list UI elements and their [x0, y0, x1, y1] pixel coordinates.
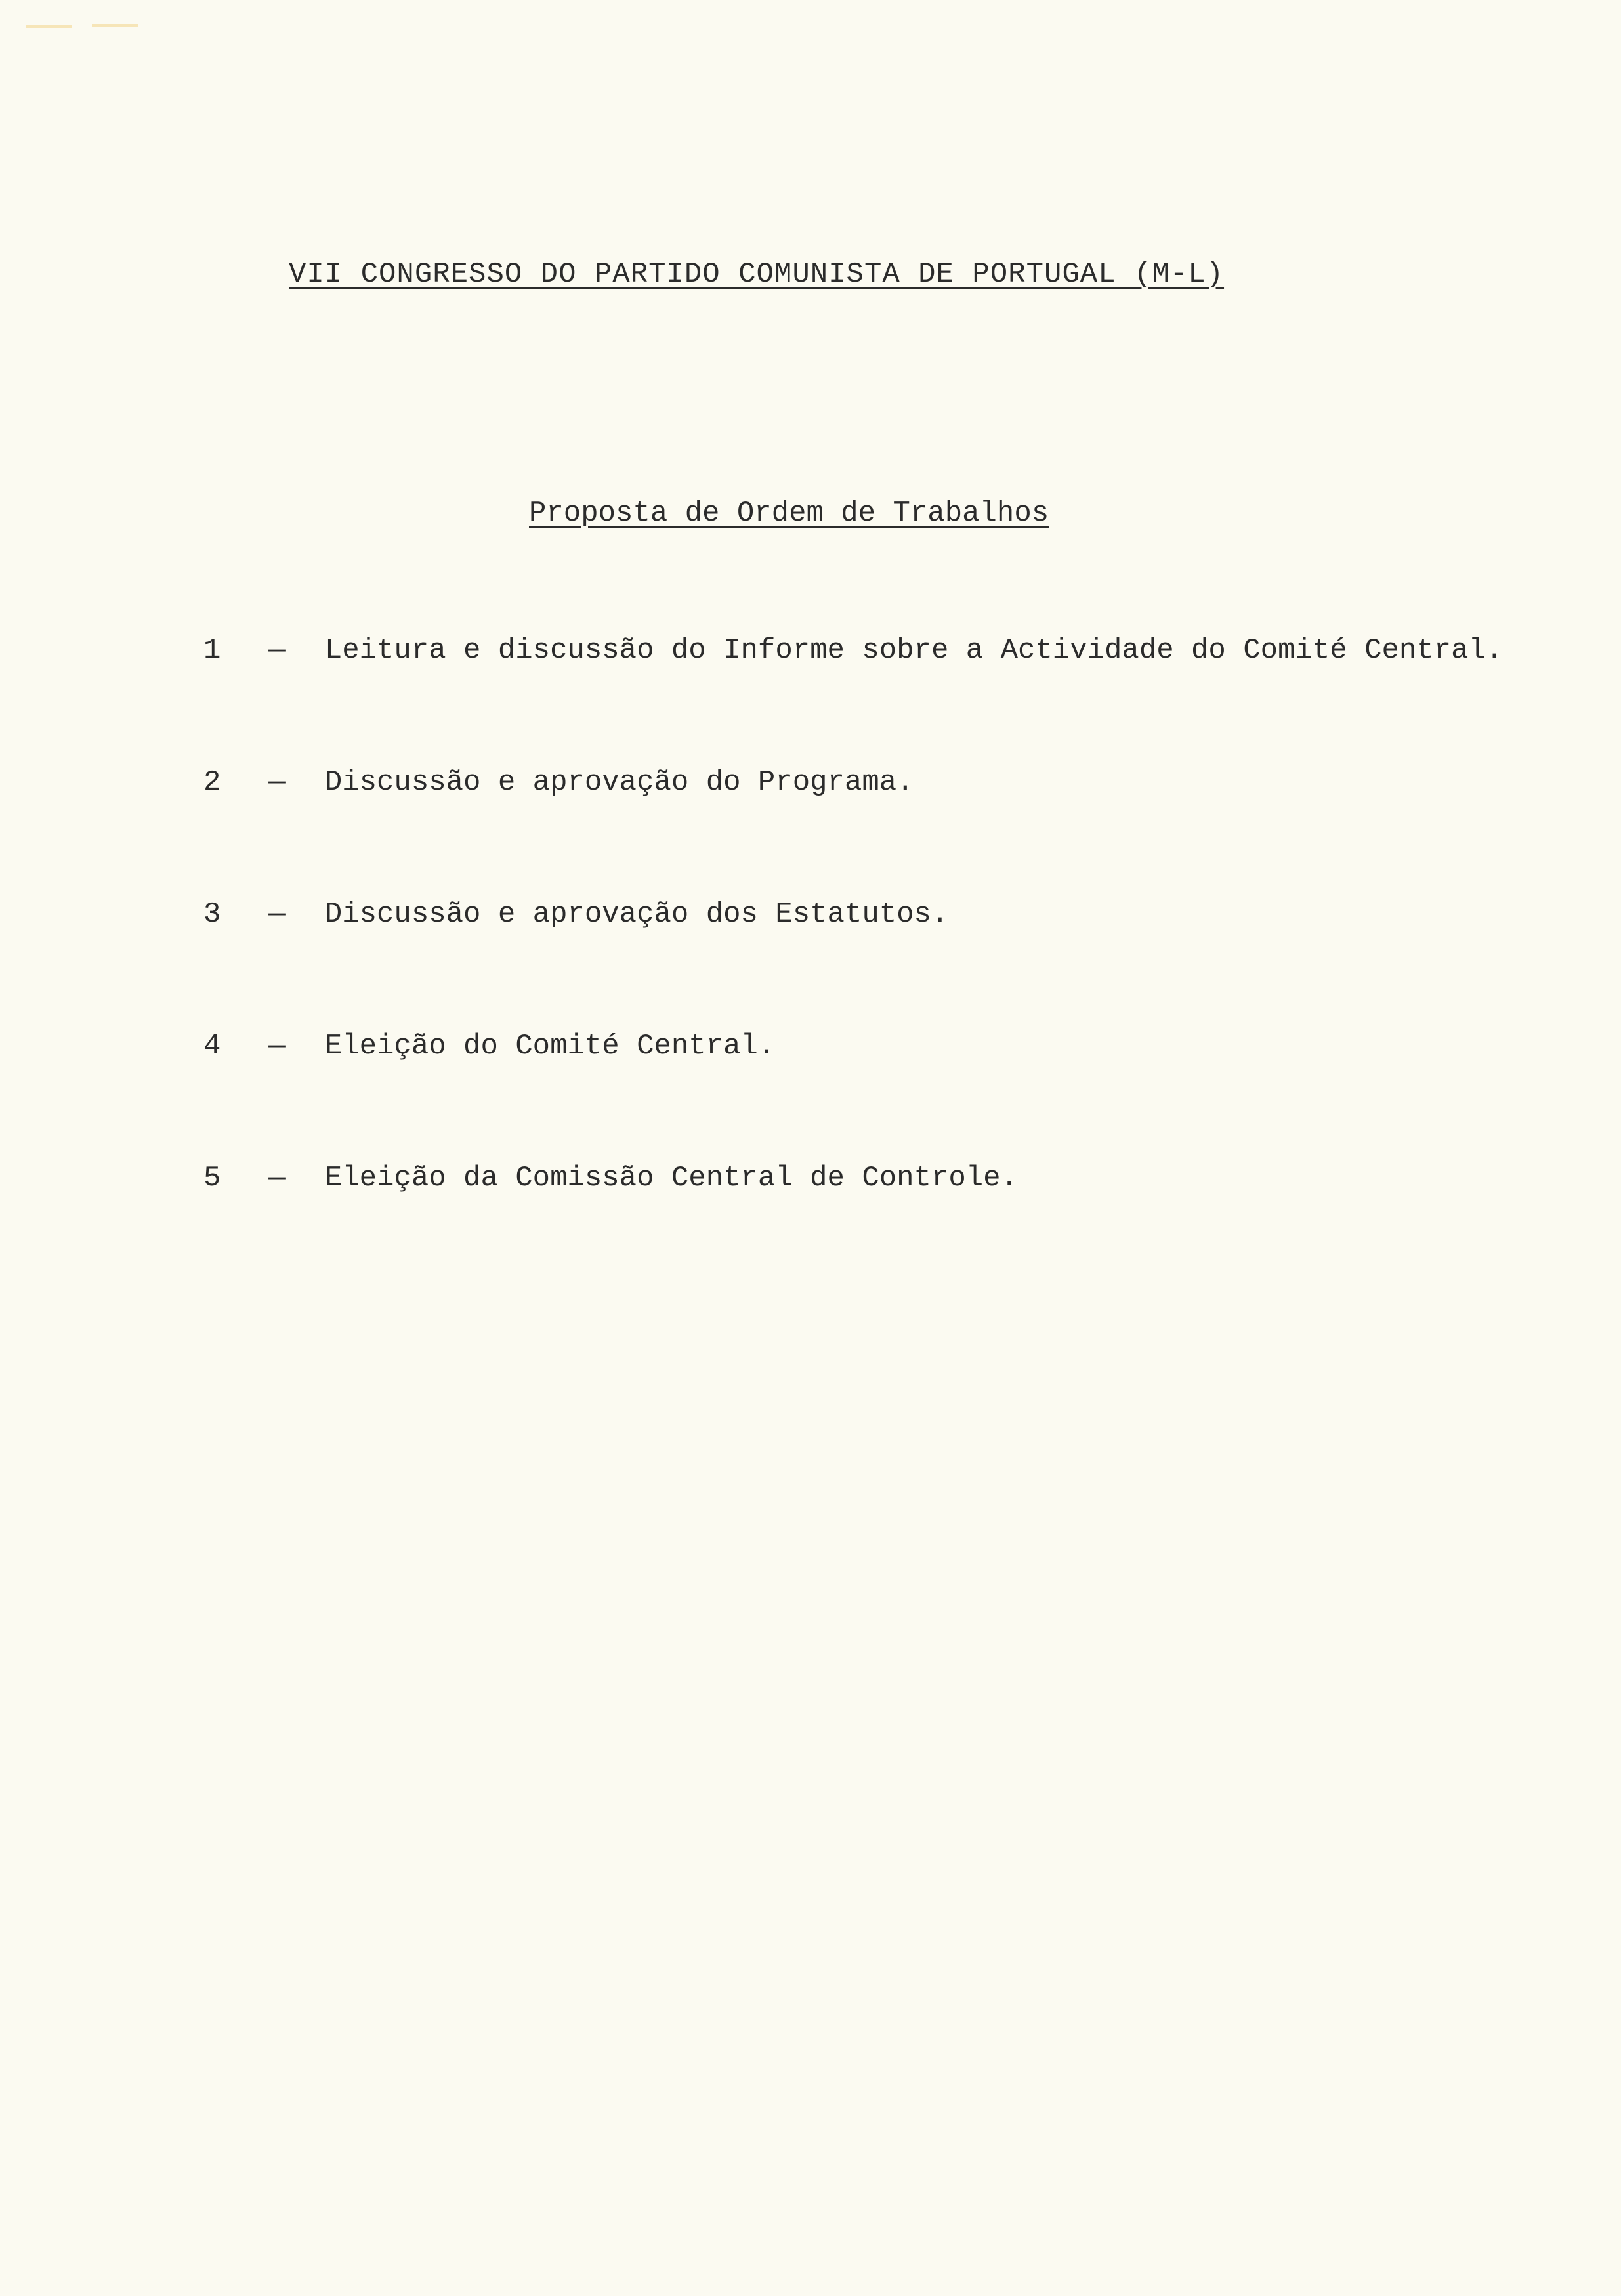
paper-mark — [92, 24, 138, 27]
item-number: 1 — [203, 634, 221, 667]
item-separator: — — [268, 1162, 286, 1195]
document-title: VII CONGRESSO DO PARTIDO COMUNISTA DE PORTUGAL (M-L) — [289, 258, 1225, 291]
agenda-heading: Proposta de Ordem de Trabalhos — [529, 497, 1049, 530]
item-text: Discussão e aprovação do Programa. — [324, 766, 914, 799]
item-text: Discussão e aprovação dos Estatutos. — [324, 898, 949, 931]
item-number: 5 — [203, 1162, 221, 1195]
item-text: Leitura e discussão do Informe sobre a Actividade do Comité Central. — [324, 634, 1504, 667]
item-separator: — — [268, 1030, 286, 1063]
item-text: Eleição do Comité Central. — [324, 1030, 776, 1063]
agenda-item — [203, 634, 1503, 766]
item-separator: — — [268, 634, 286, 667]
item-separator: — — [268, 898, 286, 931]
agenda-item — [203, 1162, 1503, 1294]
item-separator: — — [268, 766, 286, 799]
agenda-item — [203, 766, 1503, 898]
item-text: Eleição da Comissão Central de Controle. — [324, 1162, 1018, 1195]
item-number: 4 — [203, 1030, 221, 1063]
item-number: 2 — [203, 766, 221, 799]
item-number: 3 — [203, 898, 221, 931]
agenda-list — [203, 634, 1503, 1294]
paper-mark — [26, 25, 72, 28]
agenda-item — [203, 1030, 1503, 1162]
agenda-item — [203, 898, 1503, 1030]
